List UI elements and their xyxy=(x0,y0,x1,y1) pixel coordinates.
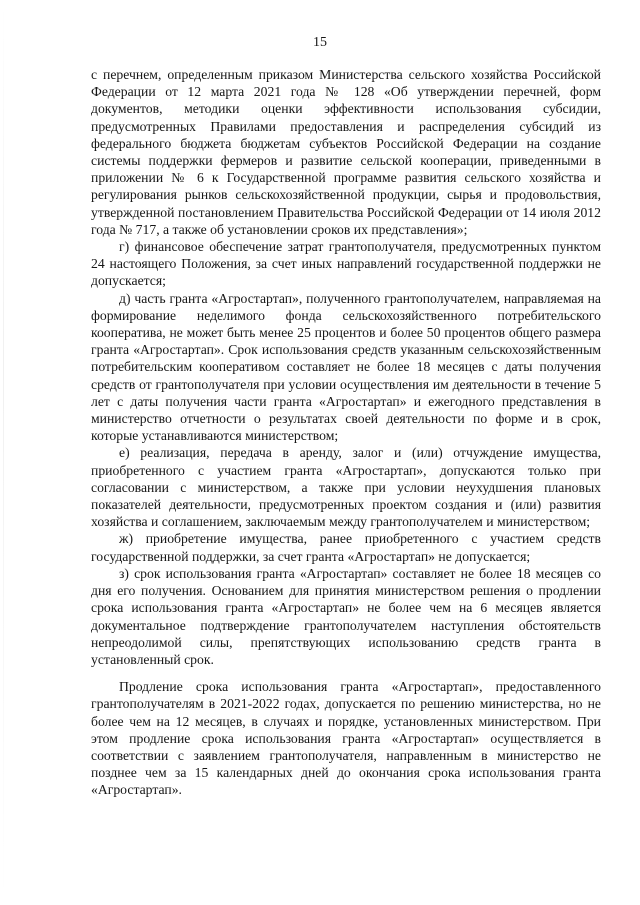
paragraph-item-e: е) реализация, передача в аренду, залог и (или) отчуждение имущества, приобретенного с участием гранта «Агростартап», допускаются только при согласовании с министерством, а также при условии неухудшения плановых показателей деятельности, предусмотренных проектом создания и (или) развития хозяйства и соглашением, заключаемым между грантополучателем и министерством; xyxy=(91,445,601,530)
paragraph-item-zh: ж) приобретение имущества, ранее приобретенного с участием средств государственной поддержки, за счет гранта «Агростартап» не допускается; xyxy=(91,531,601,564)
paragraph-item-z: з) срок использования гранта «Агростартап» составляет не более 18 месяцев со дня его получения. Основанием для принятия министерством решения о продлении срока использования гранта «Агростартап» не более чем на 6 месяцев является документальное подтверждение грантополучателем наступления обстоятельств непреодолимой силы, препятствующих использованию средств гранта в установленный срок. xyxy=(91,565,601,667)
page-number: 15 xyxy=(313,35,327,50)
paragraph-extension: Продление срока использования гранта «Агростартап», предоставленного грантополучателям в 2021-2022 годах, допускается по решению министерства, но не более чем на 12 месяцев, в случаях и порядке, установленных министерством. При этом продление срока использования гранта «Агростартап» осуществляется в соответствии с заявлением грантополучателя, направленным в министерство не позднее чем за 15 календарных дней до окончания срока использования гранта «Агростартап». xyxy=(91,679,601,798)
paragraph-item-d: д) часть гранта «Агростартап», полученного грантополучателем, направляемая на формирование неделимого фонда сельскохозяйственного потребительского кооператива, не может быть менее 25 процентов и более 50 процентов общего размера гранта «Агростартап». Срок использования средств указанным сельскохозяйственным потребительским кооперативом составляет не более 18 месяцев с даты получения средств от грантополучателя при условии осуществления им деятельности в течение 5 лет с даты получения части гранта «Агростартап» и ежегодного представления в министерство отчетности о результатах своей деятельности по форме и в срок, которые устанавливаются министерством; xyxy=(91,290,601,444)
scan-edge-shadow xyxy=(3,0,4,905)
paragraph-continuation: с перечнем, определенным приказом Министерства сельского хозяйства Российской Федерации от 12 марта 2021 года № 128 «Об утверждении перечней, форм документов, методики оценки эффективности использования субсидии, предусмотренных Правилами предоставления и распределения субсидий из федерального бюджета бюджетам субъектов Российской Федерации на создание системы поддержки фермеров и развитие сельской кооперации, приведенными в приложении № 6 к Государственной программе развития сельского хозяйства и регулирования рынков сельскохозяйственной продукции, сырья и продовольствия, утвержденной постановлением Правительства Российской Федерации от 14 июля 2012 года № 717, а также об установлении сроков их представления»; xyxy=(91,67,601,237)
paragraph-item-g: г) финансовое обеспечение затрат грантополучателя, предусмотренных пунктом 24 настоящего Положения, за счет иных направлений государственной поддержки не допускается; xyxy=(91,239,601,289)
document-body xyxy=(91,66,601,799)
